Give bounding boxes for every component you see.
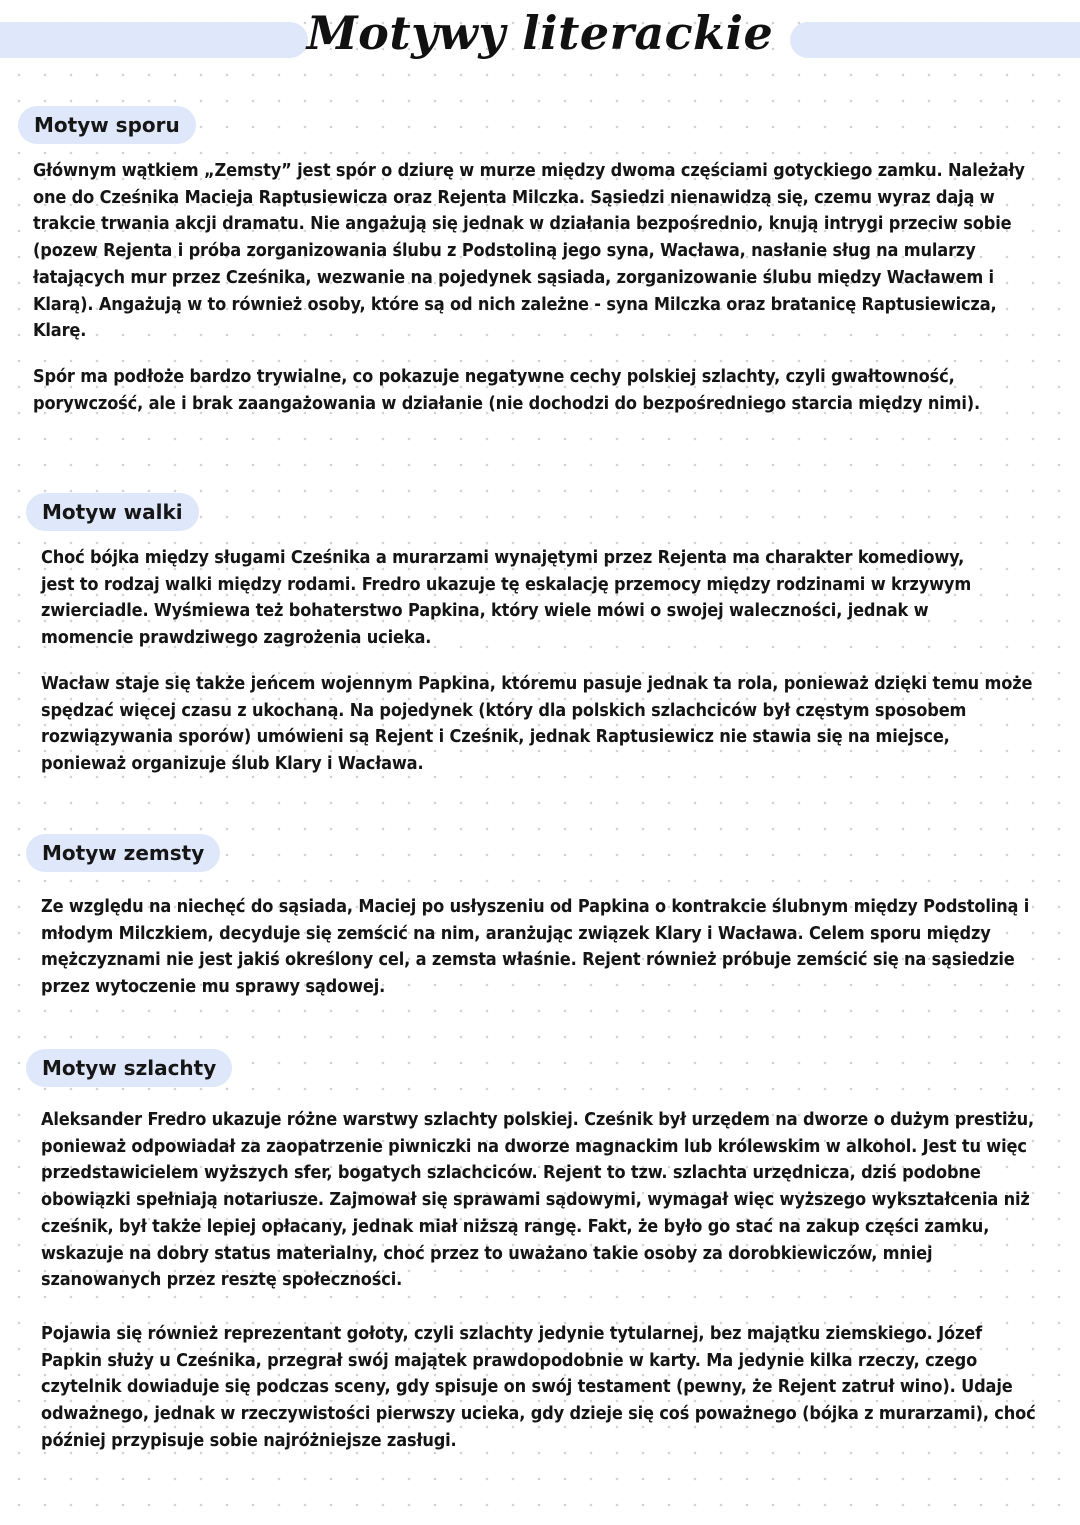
page-title: Motywy literackie [306, 6, 774, 60]
section-paragraph: Pojawia się również reprezentant gołoty, czyli szlachty jedynie tytularnej, bez majątku ziemskiego. Józef Papkin służy u Cześnika, przegrał swój majątek prawdopodobnie w karty. Ma jedynie kilka rzeczy, czego czytelnik dowiaduje się podczas sceny, gdy spisuje on swój testament (pewny, że Rejent zatruł wino). Udaje odważnego, jednak w rzeczywistości pierwszy ucieka, gdy dzieje się coś poważnego (bójka z murarzami), choć później przypisuje sobie najróżniejsze zasługi. [41, 1323, 1036, 1451]
section-paragraph: Choć bójka między sługami Cześnika a murarzami wynajętymi przez Rejenta ma charakter komediowy, jest to rodzaj walki między rodami. Fredro ukazuje tę eskalację przemocy między rodzinami w krzywym zwierciadle. Wyśmiewa też bohaterstwo Papkina, który wiele mówi o swojej waleczności, jednak w momencie prawdziwego zagrożenia ucieka. [41, 547, 972, 649]
section-heading: Motyw walki [26, 493, 199, 531]
section-paragraph: Aleksander Fredro ukazuje różne warstwy szlachty polskiej. Cześnik był urzędem na dworze o dużym prestiżu, ponieważ odpowiadał za zaopatrzenie piwniczki na dworze magnackim lub królewskim w alkohol. Jest tu więc przedstawicielem wyższych sfer, bogatych szlachciców. Rejent to tzw. szlachta urzędnicza, dziś podobne obowiązki spełniają notariusze. Zajmował się sprawami sądowymi, wymagał więc wyższego wykształcenia niż cześnik, był także lepiej opłacany, jednak miał niższą rangę. Fakt, że było go stać na zakup części zamku, wskazuje na dobry status materialny, choć przez to uważano takie osoby za dorobkiewiczów, mniej szanowanych przez resztę społeczności. [41, 1109, 1035, 1291]
section-paragraph: Głównym wątkiem „Zemsty” jest spór o dziurę w murze między dwoma częściami gotyckiego zamku. Należały one do Cześnika Macieja Raptusiewicza oraz Rejenta Milczka. Sąsiedzi nienawidzą się, czemu wyraz dają w trakcie trwania akcji dramatu. Nie angażują się jednak w działania bezpośrednio, knują intrygi przeciw sobie (pozew Rejenta i próba zorganizowania ślubu z Podstoliną jego syna, Wacława, nasłanie sług na mularzy łatających mur przez Cześnika, wezwanie na pojedynek sąsiada, zorganizowanie ślubu między Wacławem i Klarą). Angażują w to również osoby, które są od nich zależne - syna Milczka oraz bratanicę Raptusiewicza, Klarę. [33, 160, 1025, 342]
section-paragraph: Ze względu na niechęć do sąsiada, Maciej po usłyszeniu od Papkina o kontrakcie ślubnym między Podstoliną i młodym Milczkiem, decyduje się zemścić na nim, aranżując związek Klary i Wacława. Celem sporu między mężczyznami nie jest jakiś określony cel, a zemsta właśnie. Rejent również próbuje zemścić się na sąsiedzie przez wytoczenie mu sprawy sądowej. [41, 896, 1030, 998]
section-paragraph: Wacław staje się także jeńcem wojennym Papkina, któremu pasuje jednak ta rola, ponieważ dzięki temu może spędzać więcej czasu z ukochaną. Na pojedynek (który dla polskich szlachciców był częstym sposobem rozwiązywania sporów) umówieni są Rejent i Cześnik, jednak Raptusiewicz nie stawia się na miejsce, ponieważ organizuje ślub Klary i Wacława. [41, 673, 1033, 775]
section-paragraph: Spór ma podłoże bardzo trywialne, co pokazuje negatywne cechy polskiej szlachty, czyli gwałtowność, porywczość, ale i brak zaangażowania w działanie (nie dochodzi do bezpośredniego starcia między nimi). [33, 366, 981, 414]
section-heading: Motyw zemsty [26, 834, 220, 872]
section-heading: Motyw szlachty [26, 1049, 232, 1087]
section-heading: Motyw sporu [18, 106, 196, 144]
page-header [0, 0, 1080, 90]
